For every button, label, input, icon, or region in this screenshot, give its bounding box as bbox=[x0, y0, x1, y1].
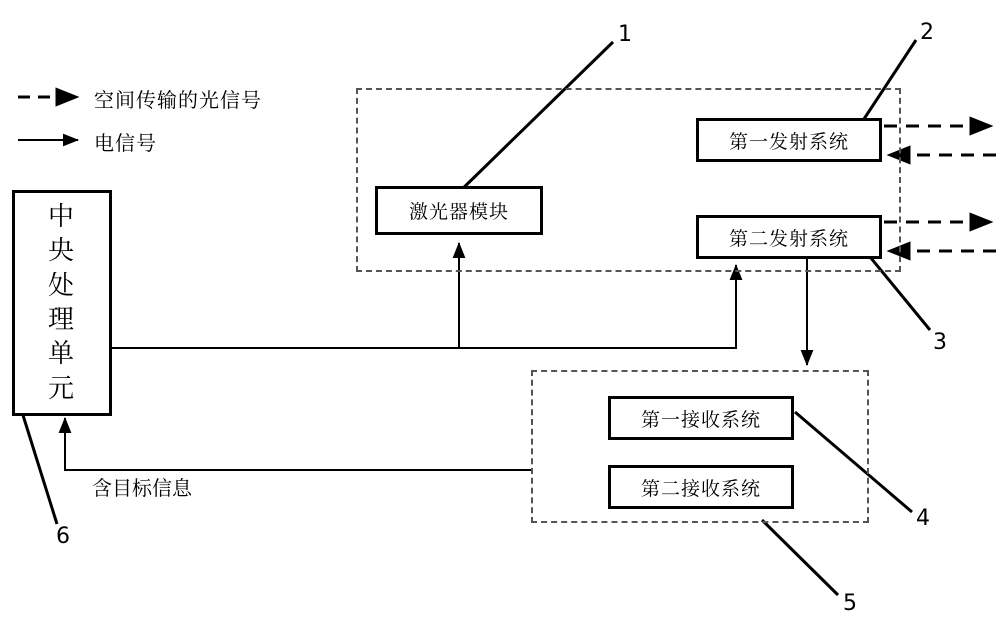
path-cpu-to-transmit2 bbox=[459, 265, 736, 348]
legend-arrows bbox=[18, 97, 78, 140]
block-cpu[interactable] bbox=[12, 190, 112, 416]
block-receive-second[interactable] bbox=[608, 465, 794, 509]
annotation-target-info: 含目标信息 bbox=[92, 476, 192, 500]
leader-5 bbox=[762, 520, 838, 595]
callout-4: 4 bbox=[916, 506, 930, 531]
block-transmit-first[interactable] bbox=[696, 118, 882, 162]
block-receive-first[interactable] bbox=[608, 396, 794, 440]
block-receive-second-label: 第二接收系统 bbox=[640, 477, 761, 500]
cpu-label-line-6: 元 bbox=[47, 373, 76, 404]
cpu-label-line-4: 理 bbox=[47, 305, 76, 335]
block-laser-module[interactable] bbox=[375, 186, 543, 235]
cpu-label-line-3: 处 bbox=[47, 270, 76, 301]
cpu-label-line-5: 单 bbox=[47, 339, 76, 370]
legend-optical-label: 空间传输的光信号 bbox=[94, 88, 262, 112]
callout-3: 3 bbox=[933, 330, 947, 355]
block-transmit-first-label: 第一发射系统 bbox=[728, 130, 849, 153]
legend-electrical-label: 电信号 bbox=[94, 131, 157, 155]
callout-6: 6 bbox=[56, 524, 70, 549]
leader-6 bbox=[22, 412, 57, 524]
callout-1: 1 bbox=[618, 22, 632, 47]
callout-2: 2 bbox=[920, 20, 934, 45]
block-transmit-second-label: 第二发射系统 bbox=[728, 227, 849, 250]
path-receive-to-cpu bbox=[65, 418, 533, 470]
cpu-label-line-1: 中 bbox=[47, 202, 76, 233]
callout-5: 5 bbox=[843, 591, 857, 616]
cpu-label-line-2: 央 bbox=[47, 236, 76, 267]
block-transmit-second[interactable] bbox=[696, 215, 882, 259]
block-receive-first-label: 第一接收系统 bbox=[640, 408, 761, 431]
block-laser-module-label: 激光器模块 bbox=[408, 201, 509, 223]
